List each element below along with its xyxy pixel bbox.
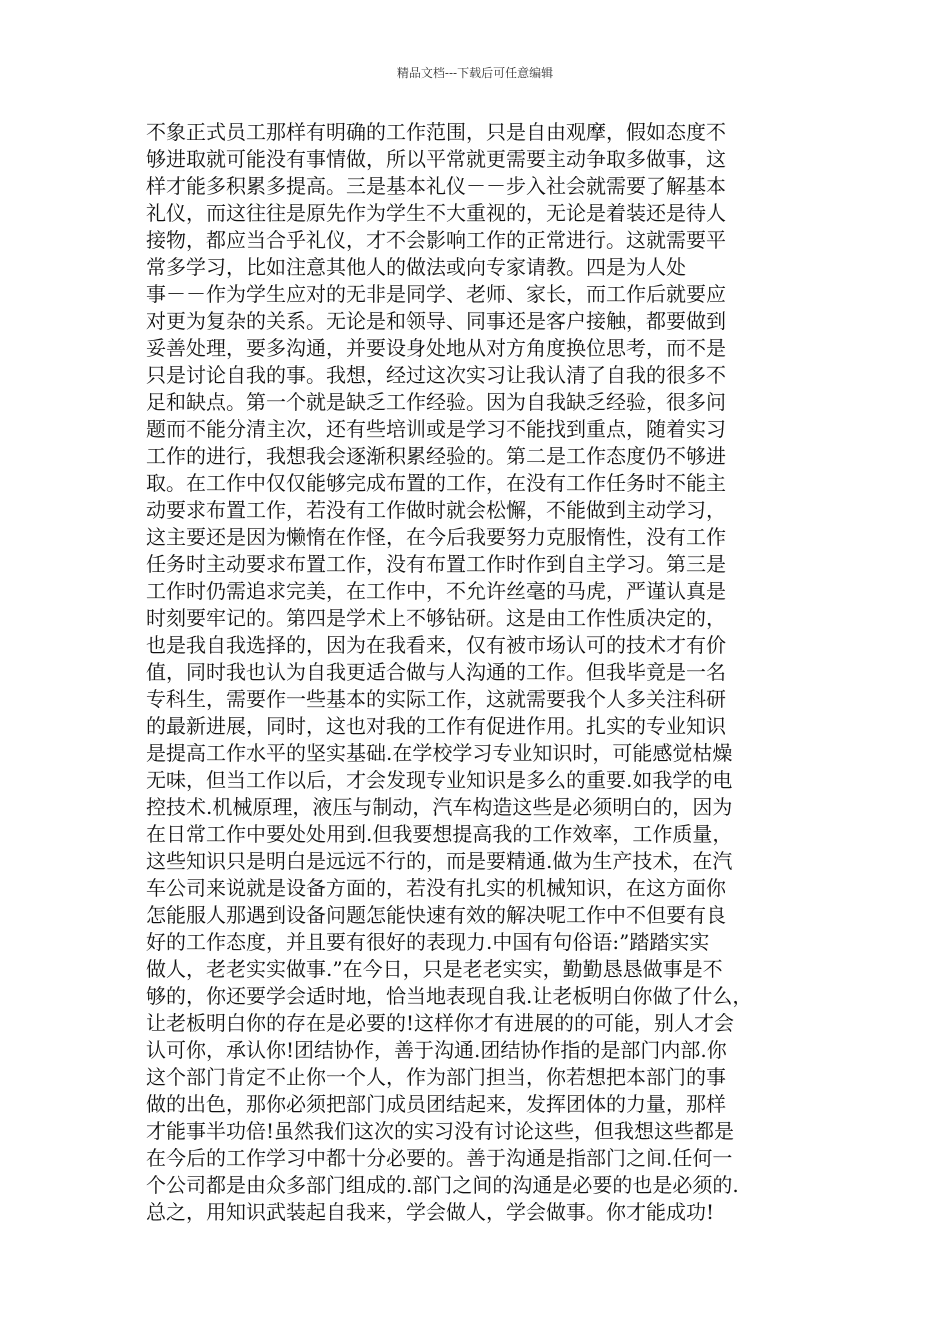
text-line: 工作时仍需追求完美，在工作中，不允许丝毫的马虎，严谨认真是 (146, 579, 726, 603)
text-line: 对更为复杂的关系。无论是和领导、同事还是客户接触，都要做到 (146, 309, 726, 333)
text-line: 取。在工作中仅仅能够完成布置的工作，在没有工作任务时不能主 (146, 471, 726, 495)
text-line: 这主要还是因为懒惰在作怪，在今后我要努力克服惰性，没有工作 (146, 525, 726, 549)
text-line: 做人，老老实实做事.”在今日，只是老老实实，勤勤恳恳做事是不 (146, 957, 723, 981)
text-line: 这些知识只是明白是远远不行的，而是要精通.做为生产技术，在汽 (146, 849, 733, 873)
text-line: 这个部门肯定不止你一个人，作为部门担当，你若想把本部门的事 (146, 1065, 726, 1089)
text-line: 够的，你还要学会适时地，恰当地表现自我.让老板明白你做了什么， (146, 984, 753, 1008)
text-line: 值，同时我也认为自我更适合做与人沟通的工作。但我毕竟是一名 (146, 660, 726, 684)
text-line: 的最新进展，同时，这也对我的工作有促进作用。扎实的专业知识 (146, 714, 726, 738)
text-line: 才能事半功倍!虽然我们这次的实习没有讨论这些，但我想这些都是 (146, 1119, 735, 1143)
text-line: 专科生，需要作一些基本的实际工作，这就需要我个人多关注科研 (146, 687, 726, 711)
text-line: 足和缺点。第一个就是缺乏工作经验。因为自我缺乏经验，很多问 (146, 390, 726, 414)
page-header: 精品文档---下载后可任意编辑 (396, 66, 554, 80)
text-line: 无味，但当工作以后，才会发现专业知识是多么的重要.如我学的电 (146, 768, 733, 792)
text-line: 题而不能分清主次，还有些培训或是学习不能找到重点，随着实习 (146, 417, 726, 441)
text-line: 控技术.机械原理，液压与制动，汽车构造这些是必须明白的，因为 (146, 795, 733, 819)
text-line: 让老板明白你的存在是必要的!这样你才有进展的的可能，别人才会 (146, 1011, 735, 1035)
text-line: 样才能多积累多提高。三是基本礼仪－－步入社会就需要了解基本 (146, 174, 726, 198)
text-line: 动要求布置工作，若没有工作做时就会松懈，不能做到主动学习， (146, 498, 726, 522)
text-line: 只是讨论自我的事。我想，经过这次实习让我认清了自我的很多不 (146, 363, 726, 387)
text-line: 够进取就可能没有事情做，所以平常就更需要主动争取多做事，这 (146, 147, 726, 171)
text-line: 总之，用知识武装起自我来，学会做人，学会做事。你才能成功! (146, 1200, 715, 1224)
text-line: 事－－作为学生应对的无非是同学、老师、家长，而工作后就要应 (146, 282, 726, 306)
text-line: 做的出色，那你必须把部门成员团结起来，发挥团体的力量，那样 (146, 1092, 726, 1116)
text-line: 车公司来说就是设备方面的，若没有扎实的机械知识，在这方面你 (146, 876, 726, 900)
text-line: 常多学习，比如注意其他人的做法或向专家请教。四是为人处 (146, 255, 686, 279)
text-line: 个公司都是由众多部门组成的.部门之间的沟通是必要的也是必须的. (146, 1173, 739, 1197)
text-line: 礼仪，而这往往是原先作为学生不大重视的，无论是着装还是待人 (146, 201, 726, 225)
text-line: 也是我自我选择的，因为在我看来，仅有被市场认可的技术才有价 (146, 633, 726, 657)
document-body (146, 119, 826, 1226)
text-line: 在日常工作中要处处用到.但我要想提高我的工作效率，工作质量， (146, 822, 733, 846)
text-line: 认可你，承认你!团结协作，善于沟通.团结协作指的是部门内部.你 (146, 1038, 727, 1062)
text-line: 工作的进行，我想我会逐渐积累经验的。第二是工作态度仍不够进 (146, 444, 726, 468)
text-line: 接物，都应当合乎礼仪，才不会影响工作的正常进行。这就需要平 (146, 228, 726, 252)
text-line: 是提高工作水平的坚实基础.在学校学习专业知识时，可能感觉枯燥 (146, 741, 733, 765)
text-line: 任务时主动要求布置工作，没有布置工作时作到自主学习。第三是 (146, 552, 726, 576)
text-line: 好的工作态度，并且要有很好的表现力.中国有句俗语:”踏踏实实 (146, 930, 710, 954)
text-line: 妥善处理，要多沟通，并要设身处地从对方角度换位思考，而不是 (146, 336, 726, 360)
text-line: 不象正式员工那样有明确的工作范围，只是自由观摩，假如态度不 (146, 120, 726, 144)
text-line: 怎能服人那遇到设备问题怎能快速有效的解决呢工作中不但要有良 (146, 903, 726, 927)
text-line: 在今后的工作学习中都十分必要的。善于沟通是指部门之间.任何一 (146, 1146, 733, 1170)
text-line: 时刻要牢记的。第四是学术上不够钻研。这是由工作性质决定的， (146, 606, 726, 630)
